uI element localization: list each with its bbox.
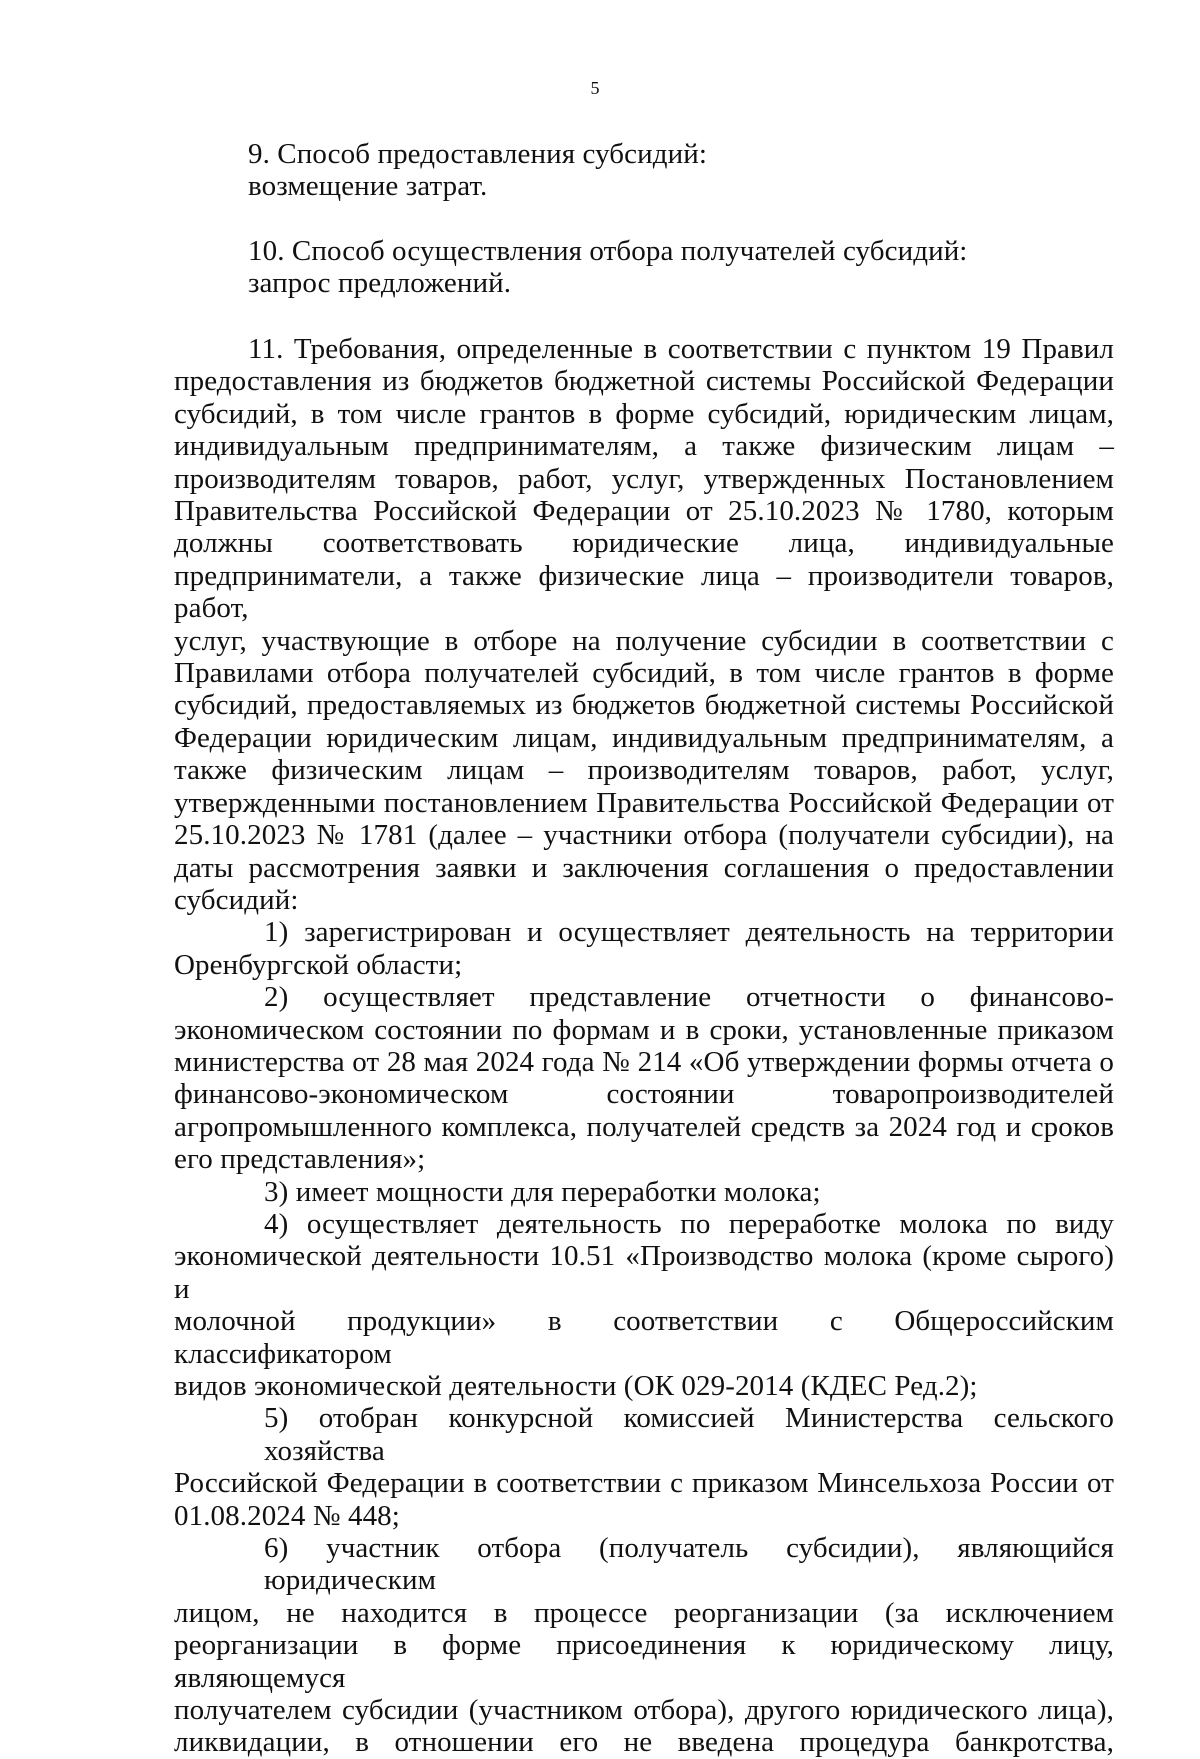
text-line: должны соответствовать юридические лица, индивидуальные <box>174 527 1114 560</box>
text-line: услуг, участвующие в отборе на получение субсидии в соответствии с <box>174 624 1114 657</box>
text-line: Российской Федерации в соответствии с приказом Минсельхоза России от <box>174 1467 1114 1500</box>
text-line: предприниматели, а также физические лица – производители товаров, работ, <box>174 559 1114 625</box>
section-10-heading: 10. Способ осуществления отбора получателей субсидий: <box>248 235 968 267</box>
section-10-value: запрос предложений. <box>248 267 512 300</box>
text-line: ликвидации, в отношении его не введена процедура банкротства, <box>174 1726 1114 1759</box>
text-line: Оренбургской области; <box>174 948 463 981</box>
text-line: министерства от 28 мая 2024 года № 214 «Об утверждении формы отчета о <box>174 1045 1114 1078</box>
page-number: 5 <box>590 78 600 98</box>
list-item-3: 3) имеет мощности для переработки молока; <box>264 1175 821 1208</box>
text-line: Правилами отбора получателей субсидий, в том числе грантов в форме <box>174 657 1114 690</box>
text-line: утвержденными постановлением Правительства Российской Федерации от <box>174 786 1114 819</box>
section-10 <box>174 235 1114 300</box>
list-item-6: 6) участник отбора (получатель субсидии), являющийся юридическим <box>264 1532 1114 1597</box>
text-line: экономическом состоянии по формам и в сроки, установленные приказом <box>174 1013 1114 1046</box>
text-line: видов экономической деятельности (ОК 029-2014 (КДЕС Ред.2); <box>174 1370 978 1402</box>
text-line: экономической деятельности 10.51 «Производство молока (кроме сырого) и <box>174 1240 1114 1305</box>
list-item-1: 1) зарегистрирован и осуществляет деятельность на территории <box>264 916 1114 949</box>
text-line: реорганизации в форме присоединения к юридическому лицу, являющемуся <box>174 1629 1114 1694</box>
text-line: даты рассмотрения заявки и заключения соглашения о предоставлении <box>174 851 1114 884</box>
text-line: производителям товаров, работ, услуг, утвержденных Постановлением <box>174 462 1114 495</box>
text-line: 11. Требования, определенные в соответствии с пунктом 19 Правил <box>248 333 1114 365</box>
text-line: Федерации юридическим лицам, индивидуальным предпринимателям, а <box>174 721 1114 754</box>
list-item-2: 2) осуществляет представление отчетности о финансово- <box>264 981 1114 1014</box>
section-9 <box>174 138 1114 203</box>
text-line: агропромышленного комплекса, получателей средств за 2024 год и сроков <box>174 1110 1114 1143</box>
text-line: предоставления из бюджетов бюджетной системы Российской Федерации <box>174 365 1114 398</box>
text-line: также физическим лицам – производителям товаров, работ, услуг, <box>174 754 1114 787</box>
text-line: субсидий: <box>174 883 299 916</box>
text-line: молочной продукции» в соответствии с Общероссийским классификатором <box>174 1305 1114 1370</box>
text-line: 25.10.2023 № 1781 (далее – участники отбора (получатели субсидии), на <box>174 819 1114 852</box>
list-item-4: 4) осуществляет деятельность по переработке молока по виду <box>264 1207 1114 1240</box>
section-9-heading: 9. Способ предоставления субсидий: <box>248 138 708 170</box>
text-line: Правительства Российской Федерации от 25.10.2023 № 1780, которым <box>174 495 1114 528</box>
text-line: 01.08.2024 № 448; <box>174 1499 400 1532</box>
text-line: лицом, не находится в процессе реорганизации (за исключением <box>174 1596 1114 1629</box>
text-line: его представления»; <box>174 1143 426 1176</box>
text-line: субсидий, предоставляемых из бюджетов бюджетной системы Российской <box>174 689 1114 722</box>
text-line: субсидий, в том числе грантов в форме субсидий, юридическим лицам, <box>174 397 1114 430</box>
section-11 <box>174 333 1114 1759</box>
text-line: финансово-экономическом состоянии товаропроизводителей <box>174 1078 1114 1111</box>
list-item-5: 5) отобран конкурсной комиссией Министерства сельского хозяйства <box>264 1402 1114 1467</box>
text-line: индивидуальным предпринимателям, а также физическим лицам – <box>174 430 1114 463</box>
section-9-value: возмещение затрат. <box>248 170 488 203</box>
text-line: получателем субсидии (участником отбора), другого юридического лица), <box>174 1694 1114 1727</box>
